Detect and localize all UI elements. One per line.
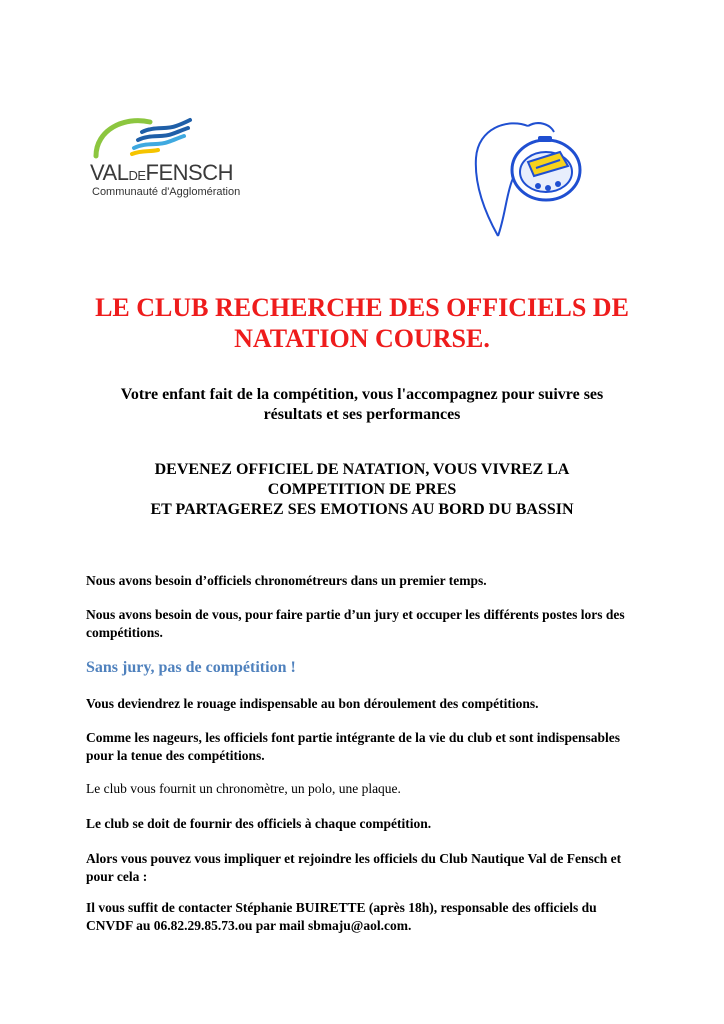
logo-name-val: VAL (90, 160, 129, 185)
intro-text: Votre enfant fait de la compétition, vous l'accompagnez pour suivre ses résultats et ses performances (120, 386, 604, 423)
call-to-action (90, 460, 634, 520)
subheading-sans-jury: Sans jury, pas de compétition ! (86, 659, 296, 676)
logo-name (90, 160, 233, 186)
stopwatch-icon (468, 118, 598, 248)
cta-line-1: DEVENEZ OFFICIEL DE NATATION, VOUS VIVREZ LA (154, 461, 570, 478)
paragraph-chronometreurs: Nous avons besoin d’officiels chronométreurs dans un premier temps. (86, 573, 487, 588)
paragraph-jury: Nous avons besoin de vous, pour faire partie d’un jury et occuper les différents postes lors des compétitions. (86, 607, 625, 640)
paragraph-obligation: Le club se doit de fournir des officiels à chaque compétition. (86, 816, 432, 831)
page-title (60, 292, 664, 354)
title-line-1: LE CLUB RECHERCHE DES OFFICIELS DE (95, 293, 629, 322)
val-de-fensch-logo (84, 108, 254, 208)
paragraph-rouage: Vous deviendrez le rouage indispensable au bon déroulement des compétitions. (86, 696, 539, 711)
title-line-2: NATATION COURSE. (234, 324, 490, 353)
cta-line-2: COMPETITION DE PRES (267, 481, 457, 498)
logo-subtitle: Communauté d'Agglomération (92, 186, 241, 198)
paragraph-rejoindre: Alors vous pouvez vous impliquer et rejoindre les officiels du Club Nautique Val de Fensch et pour cela : (86, 851, 622, 884)
paragraph-fournitures: Le club vous fournit un chronomètre, un polo, une plaque. (86, 781, 401, 796)
logo-name-de: DE (128, 168, 146, 183)
cta-line-3: ET PARTAGEREZ SES EMOTIONS AU BORD DU BASSIN (150, 501, 574, 518)
paragraph-nageurs: Comme les nageurs, les officiels font partie intégrante de la vie du club et sont indispensables pour la tenue des compétitions. (86, 730, 620, 763)
logo-name-fensch: FENSCH (145, 160, 233, 185)
paragraph-contact: Il vous suffit de contacter Stéphanie BUIRETTE (après 18h), responsable des officiels du CNVDF au 06.82.29.85.73.ou par mail sbmaju@aol.com. (86, 900, 597, 933)
logo-swoosh-icon (84, 108, 204, 168)
